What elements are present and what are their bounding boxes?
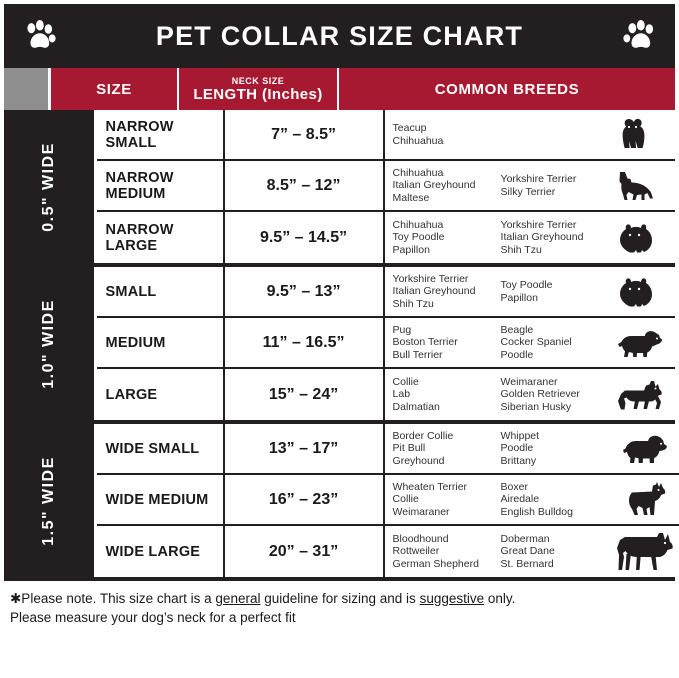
breed-name: Italian Greyhound xyxy=(392,285,476,298)
cell-size: SMALL xyxy=(97,267,225,316)
table-column-header xyxy=(4,68,675,110)
breeds-column-1 xyxy=(393,481,501,519)
breeds-column-2 xyxy=(501,219,611,257)
breeds-column-1 xyxy=(393,430,501,468)
breed-name: Greyhound xyxy=(392,454,445,467)
breed-name: Poodle xyxy=(500,442,534,455)
cell-size: WIDE MEDIUM xyxy=(97,475,225,524)
cell-breeds xyxy=(385,161,675,210)
breed-name: Lab xyxy=(392,388,411,401)
cell-length: 16” – 23” xyxy=(225,475,385,524)
column-header-length-main: LENGTH (Inches) xyxy=(193,85,323,103)
breed-name: Italian Greyhound xyxy=(392,179,476,192)
cell-length: 11” – 16.5” xyxy=(225,318,385,367)
footer-underline-suggestive: suggestive xyxy=(419,591,485,606)
breed-name: Shih Tzu xyxy=(392,297,434,310)
breed-name: Cocker Spaniel xyxy=(500,336,572,349)
cell-size: WIDE SMALL xyxy=(97,424,225,473)
breeds-column-2 xyxy=(501,279,611,304)
breed-name: Italian Greyhound xyxy=(500,231,584,244)
table-row xyxy=(97,526,679,577)
breed-name: English Bulldog xyxy=(500,505,573,518)
breeds-column-2 xyxy=(501,173,611,198)
column-header-length-sub: NECK SIZE xyxy=(231,75,285,86)
footer-line-2: Please measure your dog’s neck for a perfect fit xyxy=(10,610,296,625)
footer-text-a: ✱Please note. This size chart is a xyxy=(10,591,216,606)
breed-name: Chihuahua xyxy=(392,218,444,231)
cell-length: 9.5” – 14.5” xyxy=(225,212,385,263)
dog-silhouette-yorkie-icon xyxy=(611,110,675,159)
breed-name: Pit Bull xyxy=(392,442,426,455)
dog-silhouette-doberman-icon xyxy=(611,526,679,577)
breed-name: Silky Terrier xyxy=(500,185,556,198)
breed-name: Dalmatian xyxy=(392,400,440,413)
dog-silhouette-chihuahua-icon xyxy=(611,161,675,210)
breed-name: Toy Poodle xyxy=(500,279,553,291)
table-row xyxy=(97,424,679,475)
size-group xyxy=(4,110,675,267)
cell-breeds xyxy=(385,110,675,159)
size-group xyxy=(4,267,675,424)
table-row xyxy=(97,110,675,161)
cell-length: 13” – 17” xyxy=(225,424,385,473)
cell-size: LARGE xyxy=(97,369,225,420)
breed-name: Airedale xyxy=(500,493,540,506)
breed-name: Papillon xyxy=(500,291,538,304)
paw-print-icon xyxy=(22,18,56,52)
group-label-one-and-half-inch xyxy=(4,424,97,577)
cell-size: NARROW SMALL xyxy=(97,110,225,159)
dog-silhouette-beagle-icon xyxy=(611,318,675,367)
group-label-half-inch xyxy=(4,110,97,263)
table-row xyxy=(97,161,675,212)
breed-name: St. Bernard xyxy=(500,557,554,570)
dog-silhouette-husky-icon xyxy=(611,369,675,420)
breeds-column-1 xyxy=(393,533,501,571)
table-row xyxy=(97,318,675,369)
column-header-breeds: COMMON BREEDS xyxy=(434,80,580,98)
breed-name: Boston Terrier xyxy=(392,336,458,349)
breeds-column-1 xyxy=(393,122,501,147)
breed-name: Chihuahua xyxy=(392,134,444,147)
cell-breeds xyxy=(385,424,679,473)
breed-name: Doberman xyxy=(500,532,550,545)
breed-name: Siberian Husky xyxy=(500,400,572,413)
footer-underline-general: general xyxy=(215,591,261,606)
cell-breeds xyxy=(385,369,675,420)
breed-name: German Shepherd xyxy=(392,557,479,570)
breed-name: Weimaraner xyxy=(500,375,558,388)
group-label-text: 0.5" WIDE xyxy=(39,141,57,232)
breeds-column-2 xyxy=(501,430,611,468)
table-row xyxy=(97,369,675,420)
breed-name: Chihuahua xyxy=(392,166,444,179)
breed-name: Great Dane xyxy=(500,545,555,558)
breed-name: Papillon xyxy=(392,243,430,256)
table-row xyxy=(97,475,679,526)
width-column-spacer xyxy=(4,68,51,110)
breed-name: Brittany xyxy=(500,454,537,467)
footer-text-c: only. xyxy=(484,591,516,606)
cell-size: NARROW MEDIUM xyxy=(97,161,225,210)
breed-name: Pug xyxy=(392,323,412,336)
breed-name: Teacup xyxy=(392,122,427,134)
footer-note xyxy=(4,581,675,627)
breed-name: Collie xyxy=(392,493,419,506)
breed-name: Bull Terrier xyxy=(392,348,443,361)
breed-name: Whippet xyxy=(500,429,540,442)
breed-name: Bloodhound xyxy=(392,532,449,545)
dog-silhouette-shihtzu-icon xyxy=(611,267,675,316)
breeds-column-1 xyxy=(393,219,501,257)
page-title: PET COLLAR SIZE CHART xyxy=(155,20,524,51)
breed-name: Toy Poodle xyxy=(392,231,445,244)
group-rows xyxy=(97,267,675,420)
breed-name: Beagle xyxy=(500,323,534,336)
cell-breeds xyxy=(385,212,675,263)
breeds-column-1 xyxy=(393,376,501,414)
table-row xyxy=(97,267,675,318)
cell-length: 7” – 8.5” xyxy=(225,110,385,159)
breed-name: Wheaten Terrier xyxy=(392,480,468,493)
cell-length: 9.5” – 13” xyxy=(225,267,385,316)
column-header-size: SIZE xyxy=(51,68,179,110)
footer-line-1 xyxy=(10,589,671,608)
breed-name: Shih Tzu xyxy=(500,243,542,256)
table-row xyxy=(97,212,675,263)
group-label-text: 1.5" WIDE xyxy=(39,455,57,546)
breed-name: Yorkshire Terrier xyxy=(500,173,577,185)
cell-breeds xyxy=(385,475,679,524)
group-label-text: 1.0" WIDE xyxy=(39,298,57,389)
breeds-column-2 xyxy=(501,376,611,414)
breed-name: Golden Retriever xyxy=(500,388,580,401)
cell-length: 8.5” – 12” xyxy=(225,161,385,210)
cell-size: WIDE LARGE xyxy=(97,526,225,577)
group-label-one-inch xyxy=(4,267,97,420)
group-rows xyxy=(97,110,675,263)
group-rows xyxy=(97,424,679,577)
cell-size: MEDIUM xyxy=(97,318,225,367)
breed-name: Weimaraner xyxy=(392,505,450,518)
breed-name: Border Collie xyxy=(392,429,454,442)
breeds-column-2 xyxy=(501,533,611,571)
breeds-column-1 xyxy=(393,324,501,362)
dog-silhouette-pitbull-icon xyxy=(611,424,679,473)
breed-name: Maltese xyxy=(392,191,430,204)
breed-name: Boxer xyxy=(500,480,528,493)
chart-header xyxy=(4,4,675,68)
breed-name: Yorkshire Terrier xyxy=(500,218,577,231)
cell-size: NARROW LARGE xyxy=(97,212,225,263)
breed-name: Rottweiler xyxy=(392,545,440,558)
cell-breeds xyxy=(385,267,675,316)
breed-name: Poodle xyxy=(500,348,534,361)
cell-breeds xyxy=(385,526,679,577)
dog-silhouette-pomeranian-icon xyxy=(611,212,675,263)
cell-length: 15” – 24” xyxy=(225,369,385,420)
breed-name: Collie xyxy=(392,375,419,388)
cell-breeds xyxy=(385,318,675,367)
cell-length: 20” – 31” xyxy=(225,526,385,577)
footer-text-b: guideline for sizing and is xyxy=(260,591,420,606)
breeds-column-2 xyxy=(501,324,611,362)
breeds-column-2 xyxy=(501,481,611,519)
breeds-column-1 xyxy=(393,167,501,205)
breeds-column-1 xyxy=(393,273,501,311)
size-group xyxy=(4,424,675,581)
dog-silhouette-collie-icon xyxy=(611,475,679,524)
paw-print-icon xyxy=(623,18,657,52)
breed-name: Yorkshire Terrier xyxy=(392,272,469,285)
column-header-length xyxy=(179,68,339,110)
